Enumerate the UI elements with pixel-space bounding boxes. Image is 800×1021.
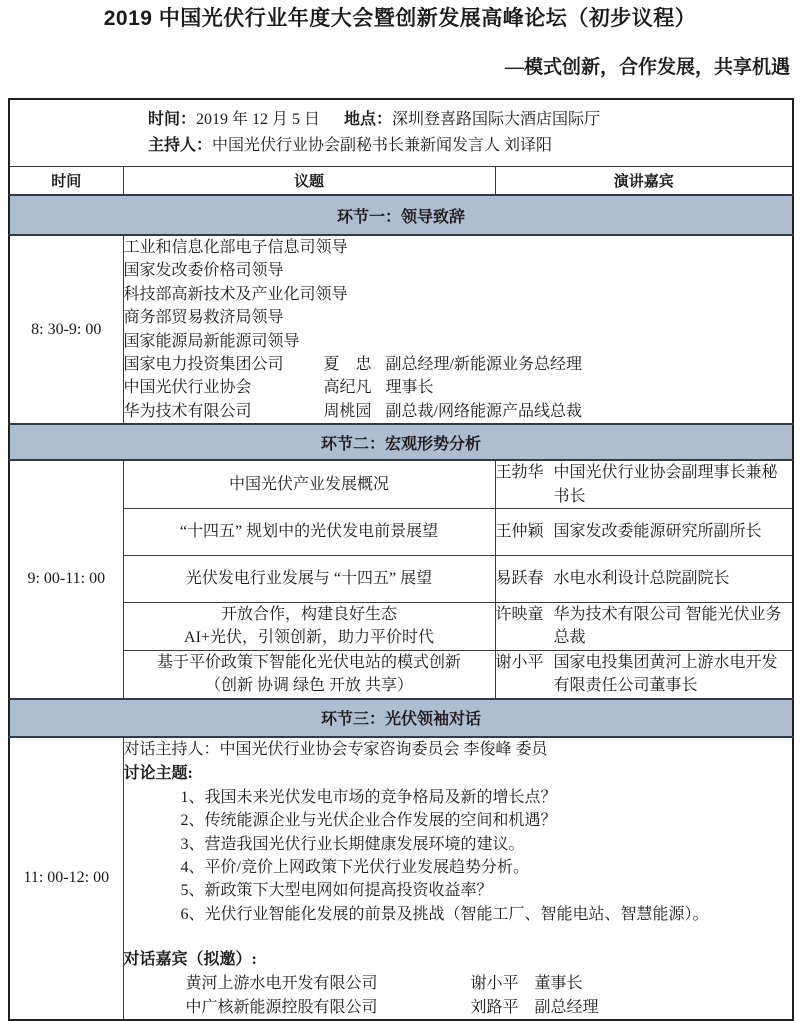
speaker-role xyxy=(410,236,793,259)
moderator-label: 对话主持人： xyxy=(123,740,220,758)
org-name: 科技部高新技术及产业化司领导 xyxy=(123,285,348,303)
speaker-line xyxy=(124,283,793,306)
speaker-name: 周桃园 xyxy=(323,402,372,420)
speaker-name xyxy=(324,330,376,353)
speaker-name xyxy=(324,306,376,329)
meta-info-row xyxy=(9,99,793,167)
section-2-heading: 环节二：宏观形势分析 xyxy=(9,424,793,460)
venue-label: 地点： xyxy=(344,111,393,128)
speaker-line xyxy=(124,236,793,259)
speaker-name xyxy=(324,259,376,282)
session-3-time: 11: 00-12: 00 xyxy=(9,737,123,1020)
org-name: 商务部贸易救济局领导 xyxy=(123,309,284,327)
speaker-line xyxy=(124,376,793,399)
speaker-line xyxy=(124,330,793,353)
topic-line-2: AI+光伏，引领创新，助力平价时代 xyxy=(184,629,434,647)
page-subtitle: —模式创新，合作发展，共享机遇 xyxy=(504,57,790,78)
col-header-speaker: 演讲嘉宾 xyxy=(495,167,793,196)
speaker-cell xyxy=(495,603,793,651)
speaker-name xyxy=(348,283,400,306)
guest-line xyxy=(124,996,793,1019)
org-name: 华为技术有限公司 xyxy=(123,402,252,420)
section-2-band xyxy=(9,424,793,460)
meta-line-1 xyxy=(148,107,786,133)
discussion-topic: 6、光伏行业智能化发展的前景及挑战（智能工厂、智能电站、智慧能源）。 xyxy=(180,905,709,923)
agenda-row xyxy=(9,603,793,651)
speaker-cell xyxy=(495,509,793,556)
speaker-role: 中国光伏行业协会副理事长兼秘书长 xyxy=(553,464,778,505)
topic-line: 中国光伏产业发展概况 xyxy=(228,475,389,493)
topic-cell xyxy=(123,603,495,651)
speaker-name xyxy=(348,236,400,259)
topic-cell xyxy=(123,556,495,603)
speaker-line xyxy=(124,306,793,329)
speaker-name: 刘路平 xyxy=(470,998,519,1016)
speaker-role: 水电水利设计总院副院长 xyxy=(553,570,730,588)
topic-line: 光伏发电行业发展与 “十四五” 展望 xyxy=(185,570,433,588)
speaker-line xyxy=(124,259,793,282)
discussion-topic: 3、营造我国光伏行业长期健康发展环境的建议。 xyxy=(180,835,525,853)
venue-value: 深圳登喜路国际大酒店国际厅 xyxy=(392,111,601,128)
topic-line-2: （创新 协调 绿色 开放 共享） xyxy=(204,677,413,695)
time-label: 时间： xyxy=(148,111,197,128)
topics-label: 讨论主题: xyxy=(123,764,193,782)
speaker-role xyxy=(386,330,793,353)
topic-line: 基于平价政策下智能化光伏电站的模式创新 xyxy=(156,653,461,671)
host-label: 主持人： xyxy=(148,137,213,154)
agenda-row xyxy=(9,509,793,556)
time-value: 2019 年 12 月 5 日 xyxy=(196,111,321,128)
topic-cell xyxy=(123,460,495,508)
agenda-row xyxy=(9,650,793,698)
speaker-role: 副总经理/新能源业务总经理 xyxy=(385,356,582,374)
speaker-name: 谢小平 xyxy=(470,975,519,993)
topic-cell xyxy=(123,650,495,698)
speaker-name: 许映童 xyxy=(495,606,544,624)
meta-line-2 xyxy=(148,133,786,159)
speaker-role xyxy=(386,306,793,329)
speaker-role: 董事长 xyxy=(534,975,583,993)
session-1-row xyxy=(9,235,793,424)
discussion-topic: 4、平价/竞价上网政策下光伏行业发展趋势分析。 xyxy=(180,858,529,876)
page-title: 2019 中国光伏行业年度大会暨创新发展高峰论坛（初步议程） xyxy=(103,7,697,30)
org-name: 工业和信息化部电子信息司领导 xyxy=(123,239,348,256)
speaker-role: 副总经理 xyxy=(534,998,599,1016)
org-name: 黄河上游水电开发有限公司 xyxy=(185,975,378,993)
topic-cell xyxy=(123,509,495,556)
speaker-name: 王勃华 xyxy=(495,464,544,482)
guest-line xyxy=(124,972,793,995)
speaker-role: 华为技术有限公司 智能光伏业务总裁 xyxy=(553,606,782,647)
discussion-topic: 5、新政策下大型电网如何提高投资收益率？ xyxy=(180,882,493,900)
section-1-heading: 环节一：领导致辞 xyxy=(9,195,793,235)
host-value: 中国光伏行业协会副秘书长兼新闻发言人 刘译阳 xyxy=(212,137,553,154)
org-name: 中广核新能源控股有限公司 xyxy=(185,998,378,1016)
topic-line: 开放合作，构建良好生态 xyxy=(220,606,397,624)
moderator-line xyxy=(124,738,793,762)
org-name: 中国光伏行业协会 xyxy=(123,379,252,397)
col-header-topic: 议题 xyxy=(123,167,495,196)
org-name: 国家电力投资集团公司 xyxy=(123,356,284,374)
section-3-heading: 环节三：光伏领袖对话 xyxy=(9,699,793,737)
session-2-time: 9: 00-11: 00 xyxy=(9,460,123,698)
discussion-topic: 1、我国未来光伏发电市场的竞争格局及新的增长点？ xyxy=(180,788,557,806)
speaker-role: 国家电投集团黄河上游水电开发有限责任公司董事长 xyxy=(553,653,778,695)
speaker-role: 理事长 xyxy=(385,379,434,397)
session-3-content xyxy=(123,737,793,1020)
speaker-name: 夏 忠 xyxy=(323,356,372,374)
speaker-name: 高纪凡 xyxy=(323,379,372,397)
speaker-cell xyxy=(495,460,793,508)
speaker-role: 副总裁/网络能源产品线总裁 xyxy=(385,402,582,420)
speaker-name: 谢小平 xyxy=(495,653,544,671)
speaker-cell xyxy=(495,650,793,698)
agenda-row xyxy=(9,460,793,508)
topic-line: “十四五” 规划中的光伏发电前景展望 xyxy=(179,523,439,541)
speaker-name: 易跃春 xyxy=(495,570,544,588)
agenda-table xyxy=(8,98,794,1021)
section-1-band xyxy=(9,195,793,235)
column-header-row xyxy=(9,167,793,196)
section-3-band xyxy=(9,699,793,737)
speaker-name: 王仲颖 xyxy=(495,523,544,541)
speaker-line xyxy=(124,353,793,376)
org-name: 国家发改委价格司领导 xyxy=(123,262,284,280)
session-1-time: 8: 30-9: 00 xyxy=(9,235,123,424)
speaker-role xyxy=(410,283,793,306)
moderator-value: 中国光伏行业协会专家咨询委员会 李俊峰 委员 xyxy=(219,740,548,758)
speaker-cell xyxy=(495,556,793,603)
speaker-line xyxy=(124,400,793,423)
speaker-role: 国家发改委能源研究所副所长 xyxy=(553,523,762,541)
meta-info-cell xyxy=(9,99,793,167)
col-header-time: 时间 xyxy=(9,167,123,196)
session-3-row xyxy=(9,737,793,1020)
guests-label: 对话嘉宾（拟邀）: xyxy=(123,951,257,969)
discussion-topic: 2、传统能源企业与光伏企业合作发展的空间和机遇？ xyxy=(180,812,557,830)
org-name: 国家能源局新能源司领导 xyxy=(123,332,300,350)
session-1-content xyxy=(123,235,793,424)
speaker-role xyxy=(386,259,793,282)
agenda-row xyxy=(9,556,793,603)
